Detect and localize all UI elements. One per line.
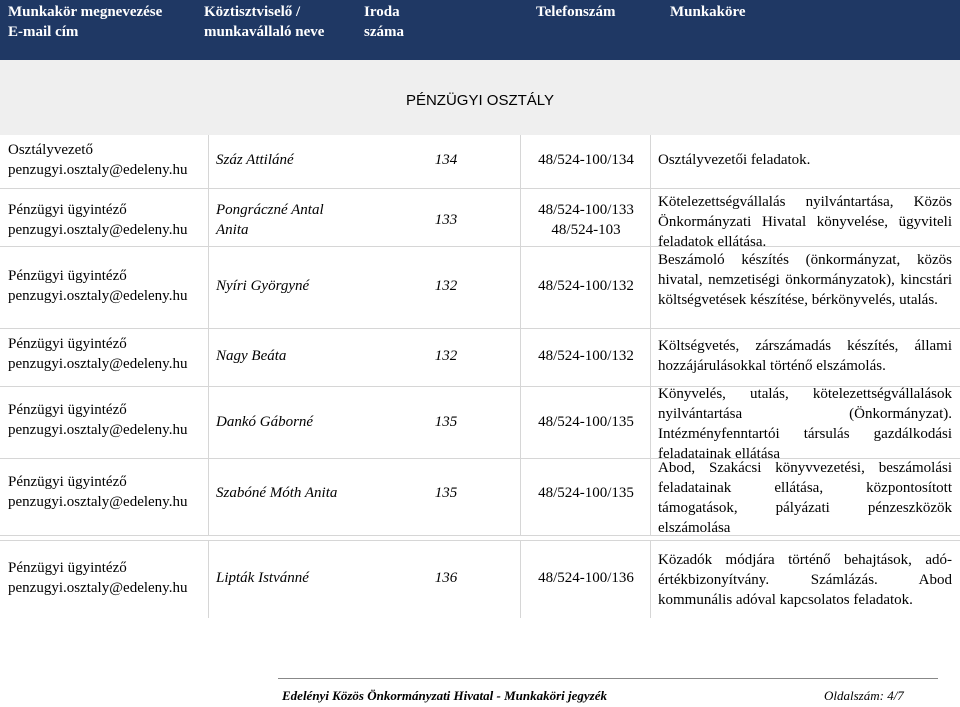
phone-number: 48/524-100/132 — [538, 348, 634, 364]
duty-description: Könyvelés, utalás, kötelezettségvállalások nyilvántartása (Önkormányzat). Intézményfenntartói társulás gazdálkodási feladatainak ellátása — [658, 386, 952, 462]
role-email: Pénzügyi ügyintéző penzugyi.osztaly@edeleny.hu — [8, 560, 188, 596]
office-number: 135 — [434, 485, 458, 501]
office-number: 133 — [434, 212, 458, 228]
employee-name: Száz Attiláné — [216, 152, 294, 168]
employee-name: Dankó Gáborné — [216, 414, 314, 430]
page-number: Oldalszám: 4/7 — [824, 688, 904, 703]
header-role-email: Munkakör megnevezése E-mail cím — [8, 4, 163, 40]
office-number: 134 — [434, 152, 458, 168]
office-number: 136 — [434, 570, 458, 586]
table-header — [0, 0, 960, 60]
employee-name: Szabóné Móth Anita — [216, 485, 338, 501]
role-email: Pénzügyi ügyintéző penzugyi.osztaly@edeleny.hu — [8, 202, 188, 238]
duty-description: Közadók módjára történő behajtások, adó-értékbizonyítvány. Számlázás. Abod kommunális adóval kapcsolatos feladatok. — [658, 552, 952, 608]
phone-number: 48/524-100/133 48/524-103 — [538, 202, 634, 238]
row-divider — [0, 540, 960, 541]
phone-number: 48/524-100/134 — [538, 152, 634, 168]
duty-description: Költségvetés, zárszámadás készítés, állami hozzájárulásokkal történő elszámolás. — [658, 338, 952, 374]
phone-number: 48/524-100/136 — [538, 570, 634, 586]
role-email: Pénzügyi ügyintéző penzugyi.osztaly@edeleny.hu — [8, 402, 188, 438]
row-divider — [0, 328, 960, 329]
header-employee-name: Köztisztviselő / munkavállaló neve — [204, 4, 325, 40]
duty-description: Beszámoló készítés (önkormányzat, közös hivatal, nemzetiségi önkormányzatok), kincstári költségvetések készítése, bérkönyvelés, utalás. — [658, 252, 952, 308]
header-duties: Munkaköre — [670, 4, 746, 20]
column-divider — [208, 540, 209, 618]
role-email: Osztályvezető penzugyi.osztaly@edeleny.hu — [8, 142, 188, 178]
phone-number: 48/524-100/135 — [538, 414, 634, 430]
employee-name: Lipták Istvánné — [216, 570, 309, 586]
office-number: 135 — [434, 414, 458, 430]
row-divider — [0, 188, 960, 189]
section-title: PÉNZÜGYI OSZTÁLY — [405, 92, 555, 109]
duty-description: Abod, Szakácsi könyvvezetési, beszámolási feladatainak ellátása, központosított támogatások, pályázati pénzeszközök elszámolása — [658, 460, 952, 536]
employee-name: Nyíri Györgyné — [216, 278, 310, 294]
employee-name: Nagy Beáta — [216, 348, 287, 364]
duty-description: Osztályvezetői feladatok. — [658, 152, 811, 168]
office-number: 132 — [434, 348, 458, 364]
phone-number: 48/524-100/135 — [538, 485, 634, 501]
role-email: Pénzügyi ügyintéző penzugyi.osztaly@edeleny.hu — [8, 336, 188, 372]
employee-name: Pongráczné Antal Anita — [216, 202, 324, 238]
role-email: Pénzügyi ügyintéző penzugyi.osztaly@edeleny.hu — [8, 268, 188, 304]
footer-divider — [278, 678, 938, 679]
phone-number: 48/524-100/132 — [538, 278, 634, 294]
column-divider — [208, 135, 209, 535]
role-email: Pénzügyi ügyintéző penzugyi.osztaly@edeleny.hu — [8, 474, 188, 510]
duty-description: Kötelezettségvállalás nyilvántartása, Közös Önkormányzati Hivatal könyvelése, ügyviteli feladatok ellátása. — [658, 194, 952, 250]
column-divider — [650, 135, 651, 535]
header-office-number: Iroda száma — [364, 4, 404, 40]
office-number: 132 — [434, 278, 458, 294]
column-divider — [650, 540, 651, 618]
footer-title: Edelényi Közös Önkormányzati Hivatal - Munkaköri jegyzék — [282, 688, 608, 703]
column-divider — [520, 135, 521, 535]
header-phone: Telefonszám — [536, 4, 616, 20]
column-divider — [520, 540, 521, 618]
